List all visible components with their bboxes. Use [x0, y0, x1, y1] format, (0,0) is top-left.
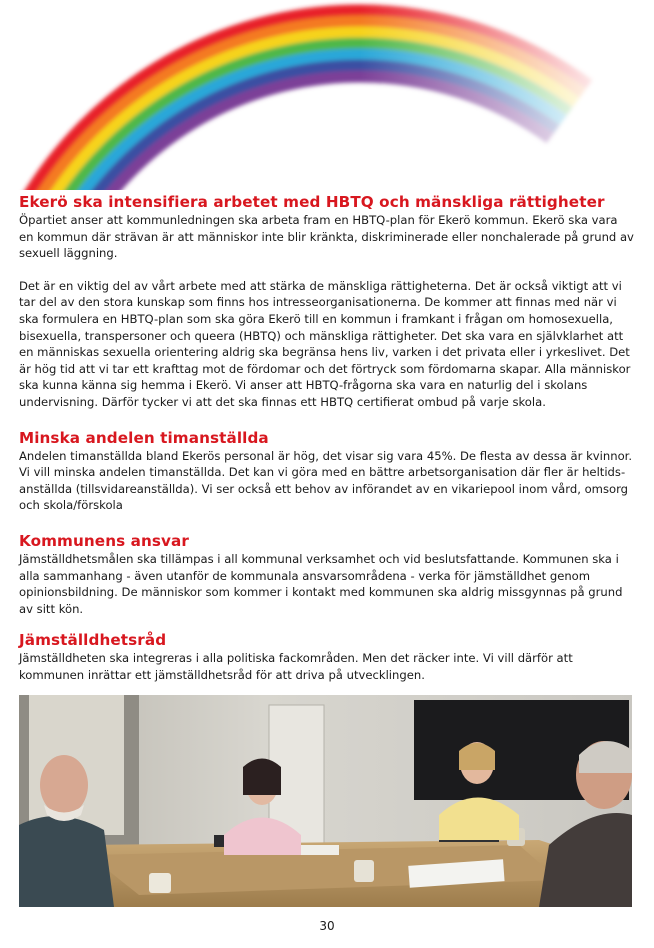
- paragraph-hbtq-rights: Det är en viktig del av vårt arbete med att stärka de mänskliga rättigheterna. Det är också viktigt att vi tar del av den stora kunskap som finns hos intresseorganisationerna. De kommer att finnas med när vi ska formulera en HBTQ-plan som ska göra Ekerö till en kommun i framkant i frågan om homosexuella, bisexuella, transpersoner och queera (HBTQ) och mänskliga rättigheter. Det ska vara en självklarhet att en människas sexuella orientering aldrig ska begränsa hens liv, varken i det privata eller i yrkeslivet. Det är hög tid att vi tar ett krafttag mot de fördomar och det förtryck som fördomarna skapar. Alla människor ska kunna känna sig hemma i Ekerö. Vi anser att HBTQ-frågorna ska vara en naturlig del i skolans undervisning. Därför tycker vi att det ska finnas ett HBTQ certifierat ombud på varje skola.: [19, 278, 631, 409]
- heading-timanstallda: Minska andelen timanställda: [19, 428, 269, 447]
- heading-jamstalldhetsrad: Jämställdhetsråd: [19, 631, 167, 650]
- heading-hbtq: Ekerö ska intensifiera arbetet med HBTQ och mänskliga rättigheter: [19, 193, 605, 211]
- rainbow-illustration: [0, 0, 654, 190]
- heading-kommunens-ansvar: Kommunens ansvar: [19, 531, 189, 550]
- paragraph-kommunens-ansvar: Jämställdhetsmålen ska tillämpas i all kommunal verksamhet och vid beslutsfattande. Kommunen ska i alla sammanhang - även utanför de kommunala ansvarsområdena - verka för jämställdhet genom opinionsbildning. De människor som kommer i kontakt med kommunen ska aldrig missgynnas på grund av sitt kön.: [19, 551, 623, 616]
- page-number: 30: [319, 919, 335, 933]
- paragraph-timanstallda: Andelen timanställda bland Ekerös personal är hög, det visar sig vara 45%. De flesta av dessa är kvinnor. Vi vill minska andelen timanställda. Det kan vi göra med en bättre arbetsorganisation där fler är heltids-anställda (tillsvidareanställda). Vi ser också ett behov av införandet av en vikariepool inom vård, omsorg och skola/förskola: [19, 448, 633, 513]
- paragraph-hbtq-intro: Öpartiet anser att kommunledningen ska arbeta fram en HBTQ-plan för Ekerö kommun. Ekerö ska vara en kommun där strävan är att människor inte blir kränkta, diskriminerade eller nonchalerade på grund av sexuell läggning.: [19, 213, 634, 261]
- meeting-photo: [19, 695, 632, 907]
- article-body: [19, 193, 635, 683]
- paragraph-jamstalldhetsrad: Jämställdheten ska integreras i alla politiska fackområden. Men det räcker inte. Vi vill därför att kommunen inrättar ett jämställdhetsråd för att driva på utvecklingen.: [19, 651, 573, 682]
